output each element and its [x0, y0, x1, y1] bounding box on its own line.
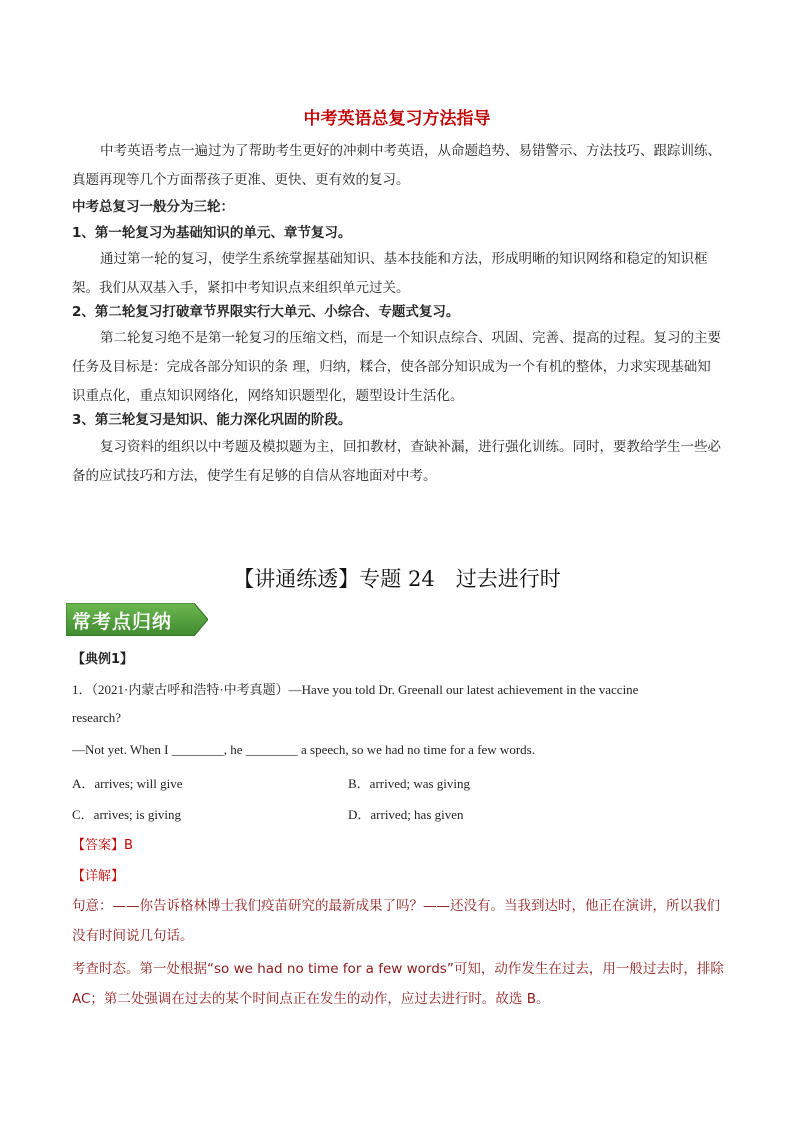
- option-a: A．arrives; will give: [72, 776, 183, 791]
- page-title: 中考英语总复习方法指导: [303, 109, 491, 129]
- topic-title: 【讲通练透】专题 24 过去进行时: [233, 567, 561, 591]
- round1-heading: 1、第一轮复习为基础知识的单元、章节复习。: [72, 225, 352, 241]
- intro-heading: 中考总复习一般分为三轮：: [72, 199, 234, 215]
- round3-heading: 3、第三轮复习是知识、能力深化巩固的阶段。: [72, 412, 352, 428]
- round3-paragraph: 复习资料的组织以中考题及模拟题为主，回扣教材，查缺补漏，进行强化训练。同时，要教给学生一些必备的应试技巧和方法，使学生有足够的自信从容地面对中考。: [72, 439, 721, 484]
- explanation-meaning: 句意：——你告诉格林博士我们疫苗研究的最新成果了吗？——还没有。当我到达时，他正在演讲，所以我们没有时间说几句话。: [72, 898, 720, 944]
- explanation-analysis: 考查时态。第一处根据“so we had no time for a few words”可知，动作发生在过去，用一般过去时，排除AC；第二处强调在过去的某个时间点正在发生的动作，应过去进行时。故选 B。: [72, 961, 724, 1007]
- option-c: C．arrives; is giving: [72, 807, 182, 822]
- detail-label: 【详解】: [72, 869, 125, 884]
- question-stem-cont: research?: [72, 710, 122, 725]
- round1-paragraph: 通过第一轮的复习，使学生系统掌握基础知识、基本技能和方法，形成明晰的知识网络和稳定的知识框架。我们从双基入手，紧扣中考知识点来组织单元过关。: [72, 251, 708, 296]
- round2-heading: 2、第二轮复习打破章节界限实行大单元、小综合、专题式复习。: [72, 304, 460, 320]
- option-d: D．arrived; has given: [348, 807, 464, 822]
- question-dialogue: —Not yet. When I ________, he ________ a speech, so we had no time for a few words.: [72, 742, 535, 757]
- question-stem: 1．（2021·内蒙古呼和浩特·中考真题）—Have you told Dr. Greenall our latest achievement in the vaccine: [72, 682, 639, 697]
- banner-label: 常考点归纳: [72, 611, 173, 633]
- section-banner: [66, 603, 208, 636]
- answer-label: 【答案】B: [72, 838, 133, 853]
- option-b: B．arrived; was giving: [348, 776, 471, 791]
- example-label: 【典例1】: [72, 652, 134, 667]
- intro-paragraph: 中考英语考点一遍过为了帮助考生更好的冲刺中考英语，从命题趋势、易错警示、方法技巧、跟踪训练、真题再现等几个方面帮孩子更准、更快、更有效的复习。: [72, 143, 721, 188]
- round2-paragraph: 第二轮复习绝不是第一轮复习的压缩文档，而是一个知识点综合、巩固、完善、提高的过程。复习的主要任务及目标是：完成各部分知识的条 理，归纳，糅合，使各部分知识成为一个有机的整体，力求实现基础知识重点化，重点知识网络化，网络知识题型化，题型设计生活化。: [72, 330, 721, 404]
